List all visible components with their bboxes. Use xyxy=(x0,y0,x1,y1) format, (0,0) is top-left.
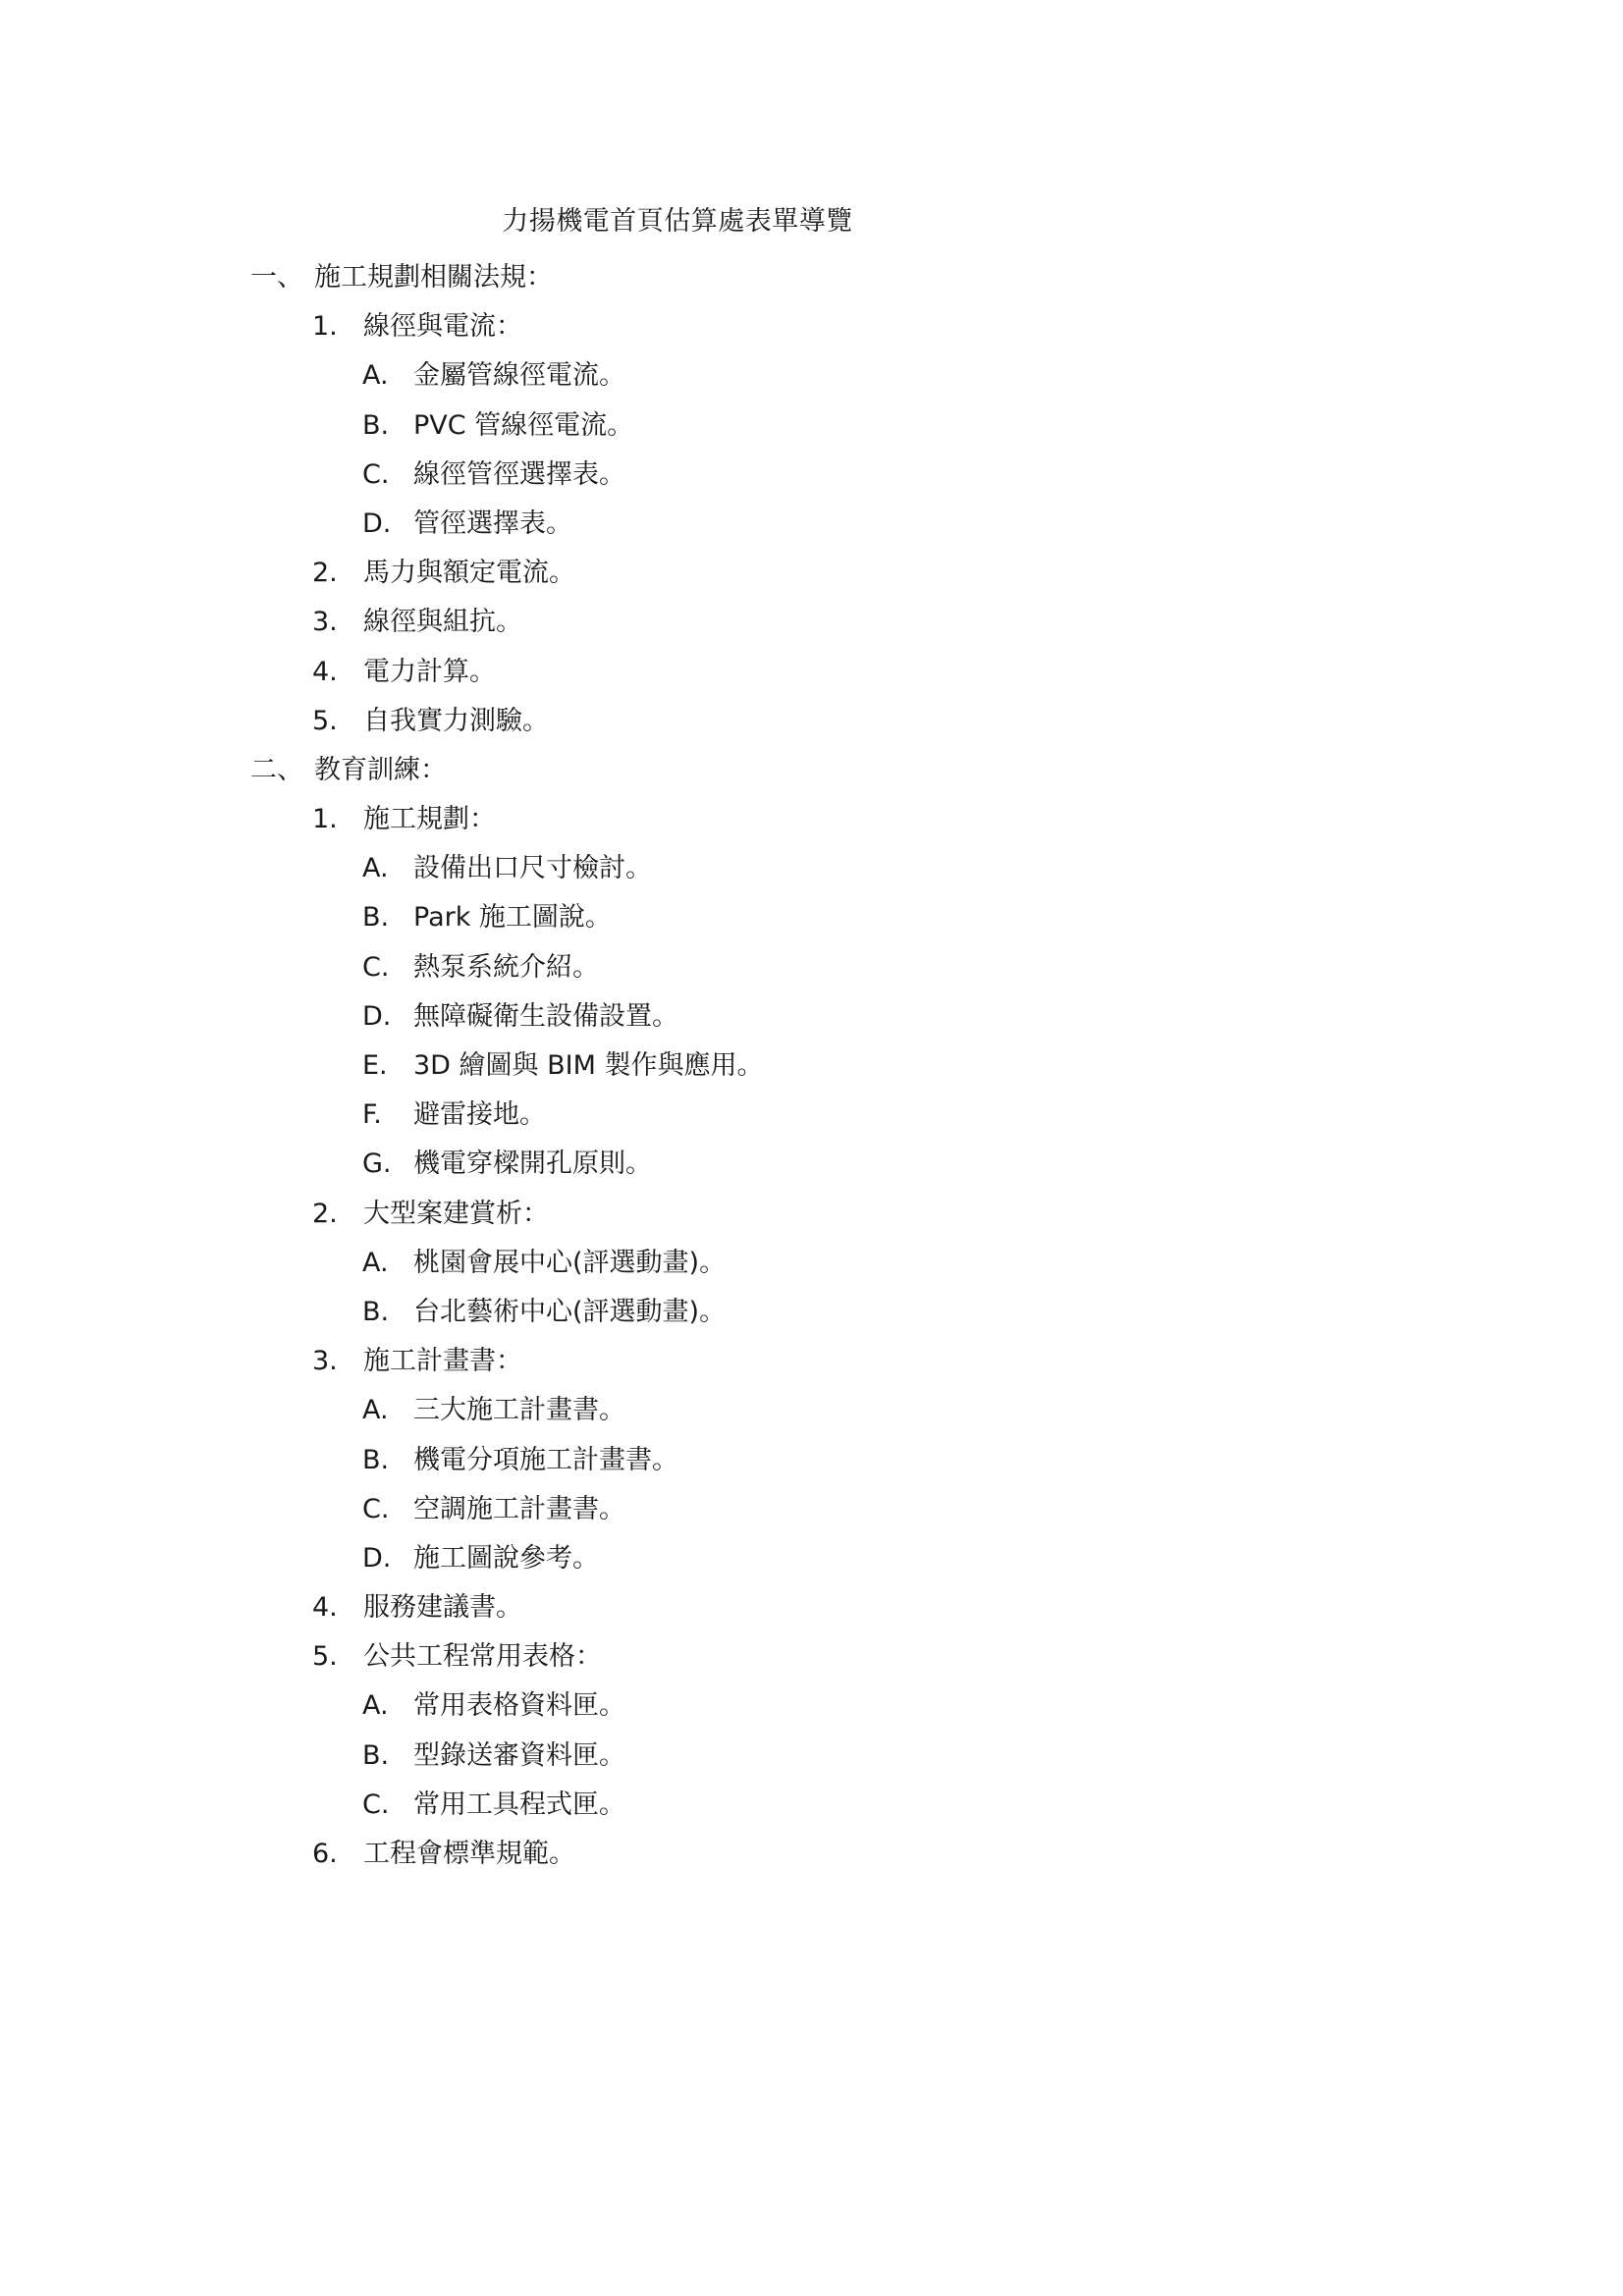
outline-item-marker: 3. xyxy=(312,607,338,638)
outline-item-level-3 xyxy=(0,943,1623,992)
outline-item-level-3 xyxy=(0,1386,1623,1435)
outline-item-text: 機電分項施工計畫書。 xyxy=(413,1444,678,1475)
outline-item-marker: C. xyxy=(362,951,390,983)
outline-item-text: 公共工程常用表格： xyxy=(363,1641,602,1673)
outline-item-marker: D. xyxy=(362,507,392,539)
outline-item-marker: D. xyxy=(362,1000,392,1032)
outline-item-level-3 xyxy=(0,1140,1623,1189)
outline-item-level-3 xyxy=(0,1534,1623,1583)
outline-item-text: 施工圖說參考。 xyxy=(413,1542,599,1574)
outline-item-marker: A. xyxy=(362,853,389,884)
outline-item-marker: 一、 xyxy=(250,262,303,293)
outline-item-marker: G. xyxy=(362,1148,392,1180)
outline-item-text: 常用工具程式匣。 xyxy=(413,1789,625,1820)
outline-item-text: 線徑管徑選擇表。 xyxy=(413,458,625,490)
outline-item-level-3 xyxy=(0,1682,1623,1731)
outline-item-marker: B. xyxy=(362,1444,390,1475)
outline-item-marker: C. xyxy=(362,1789,390,1820)
outline-item-marker: B. xyxy=(362,902,390,934)
outline-item-level-1 xyxy=(0,746,1623,795)
outline-item-text: 避雷接地。 xyxy=(413,1099,546,1131)
outline-item-text: 空調施工計畫書。 xyxy=(413,1493,625,1524)
outline-item-marker: 2. xyxy=(312,1198,338,1229)
outline-item-text: 無障礙衛生設備設置。 xyxy=(413,1000,678,1032)
outline-item-marker: A. xyxy=(362,1247,389,1278)
outline-item-text: 大型案建賞析： xyxy=(363,1198,549,1229)
outline-item-marker: 二、 xyxy=(250,754,303,785)
outline-item-marker: A. xyxy=(362,1395,389,1426)
outline-item-text: 常用表格資料匣。 xyxy=(413,1690,625,1722)
outline-item-text: 三大施工計畫書。 xyxy=(413,1395,625,1426)
outline-item-level-3 xyxy=(0,351,1623,400)
outline-item-marker: C. xyxy=(362,458,390,490)
outline-item-text: 台北藝術中心(評選動畫)。 xyxy=(413,1296,727,1327)
outline-item-level-2 xyxy=(0,1830,1623,1879)
outline-item-level-2 xyxy=(0,1583,1623,1632)
outline-item-text: 線徑與組抗。 xyxy=(363,607,522,638)
outline-item-level-3 xyxy=(0,1239,1623,1288)
outline-item-text: 設備出口尺寸檢討。 xyxy=(413,853,652,884)
outline-item-marker: A. xyxy=(362,360,389,392)
outline-item-text: 電力計算。 xyxy=(363,656,496,687)
outline-item-level-3 xyxy=(0,992,1623,1041)
outline-item-level-3 xyxy=(0,893,1623,942)
outline-item-level-3 xyxy=(0,401,1623,451)
outline-item-marker: B. xyxy=(362,1296,390,1327)
outline-item-level-3 xyxy=(0,1041,1623,1091)
outline-item-marker: 3. xyxy=(312,1346,338,1377)
outline-item-marker: 5. xyxy=(312,1641,338,1673)
outline-item-marker: 2. xyxy=(312,558,338,589)
outline-item-text: 工程會標準規範。 xyxy=(363,1839,575,1869)
outline-item-text: Park 施工圖說。 xyxy=(413,902,612,934)
outline-item-text: 服務建議書。 xyxy=(363,1592,522,1624)
outline-item-level-2 xyxy=(0,549,1623,598)
outline-item-marker: B. xyxy=(362,1739,390,1771)
outline-item-text: 型錄送審資料匣。 xyxy=(413,1739,625,1771)
outline-item-text: 自我實力測驗。 xyxy=(363,705,549,736)
outline-item-marker: B. xyxy=(362,409,390,441)
outline-item-level-3 xyxy=(0,1485,1623,1534)
outline-item-text: 熱泵系統介紹。 xyxy=(413,951,599,983)
outline-item-level-2 xyxy=(0,1632,1623,1682)
outline-item-text: 3D 繪圖與 BIM 製作與應用。 xyxy=(413,1050,764,1081)
outline-item-marker: 5. xyxy=(312,705,338,736)
outline-item-text: 管徑選擇表。 xyxy=(413,507,572,539)
outline-item-level-3 xyxy=(0,451,1623,500)
outline-item-marker: 6. xyxy=(312,1839,338,1869)
outline-item-level-3 xyxy=(0,1732,1623,1781)
outline-item-marker: E. xyxy=(362,1050,388,1081)
outline-item-text: 教育訓練： xyxy=(314,754,447,785)
outline-item-text: PVC 管線徑電流。 xyxy=(413,409,634,441)
outline-item-marker: A. xyxy=(362,1690,389,1722)
outline-list xyxy=(0,253,1623,1879)
outline-item-marker: 4. xyxy=(312,1592,338,1624)
outline-item-level-1 xyxy=(0,253,1623,302)
outline-item-level-3 xyxy=(0,1091,1623,1140)
outline-item-level-2 xyxy=(0,795,1623,844)
outline-item-text: 施工規劃： xyxy=(363,804,496,835)
outline-item-text: 桃園會展中心(評選動畫)。 xyxy=(413,1247,727,1278)
outline-item-marker: F. xyxy=(362,1099,382,1131)
outline-item-text: 施工規劃相關法規： xyxy=(314,262,553,293)
outline-item-level-2 xyxy=(0,1190,1623,1239)
document-title: 力揚機電首頁估算處表單導覽 xyxy=(502,206,853,237)
outline-item-level-3 xyxy=(0,1288,1623,1337)
outline-item-level-3 xyxy=(0,1781,1623,1830)
outline-item-level-2 xyxy=(0,648,1623,697)
outline-item-level-2 xyxy=(0,598,1623,647)
outline-item-level-3 xyxy=(0,500,1623,549)
outline-item-level-3 xyxy=(0,1436,1623,1485)
outline-item-marker: 4. xyxy=(312,656,338,687)
outline-item-level-2 xyxy=(0,1337,1623,1386)
outline-item-text: 金屬管線徑電流。 xyxy=(413,360,625,392)
outline-item-text: 施工計畫書： xyxy=(363,1346,522,1377)
outline-item-level-2 xyxy=(0,697,1623,746)
outline-item-text: 機電穿樑開孔原則。 xyxy=(413,1148,652,1180)
outline-item-marker: 1. xyxy=(312,804,338,835)
outline-item-level-3 xyxy=(0,844,1623,893)
outline-item-marker: D. xyxy=(362,1542,392,1574)
outline-item-marker: 1. xyxy=(312,311,338,343)
outline-item-level-2 xyxy=(0,302,1623,351)
outline-item-text: 線徑與電流： xyxy=(363,311,522,343)
outline-item-text: 馬力與額定電流。 xyxy=(363,558,575,589)
outline-item-marker: C. xyxy=(362,1493,390,1524)
